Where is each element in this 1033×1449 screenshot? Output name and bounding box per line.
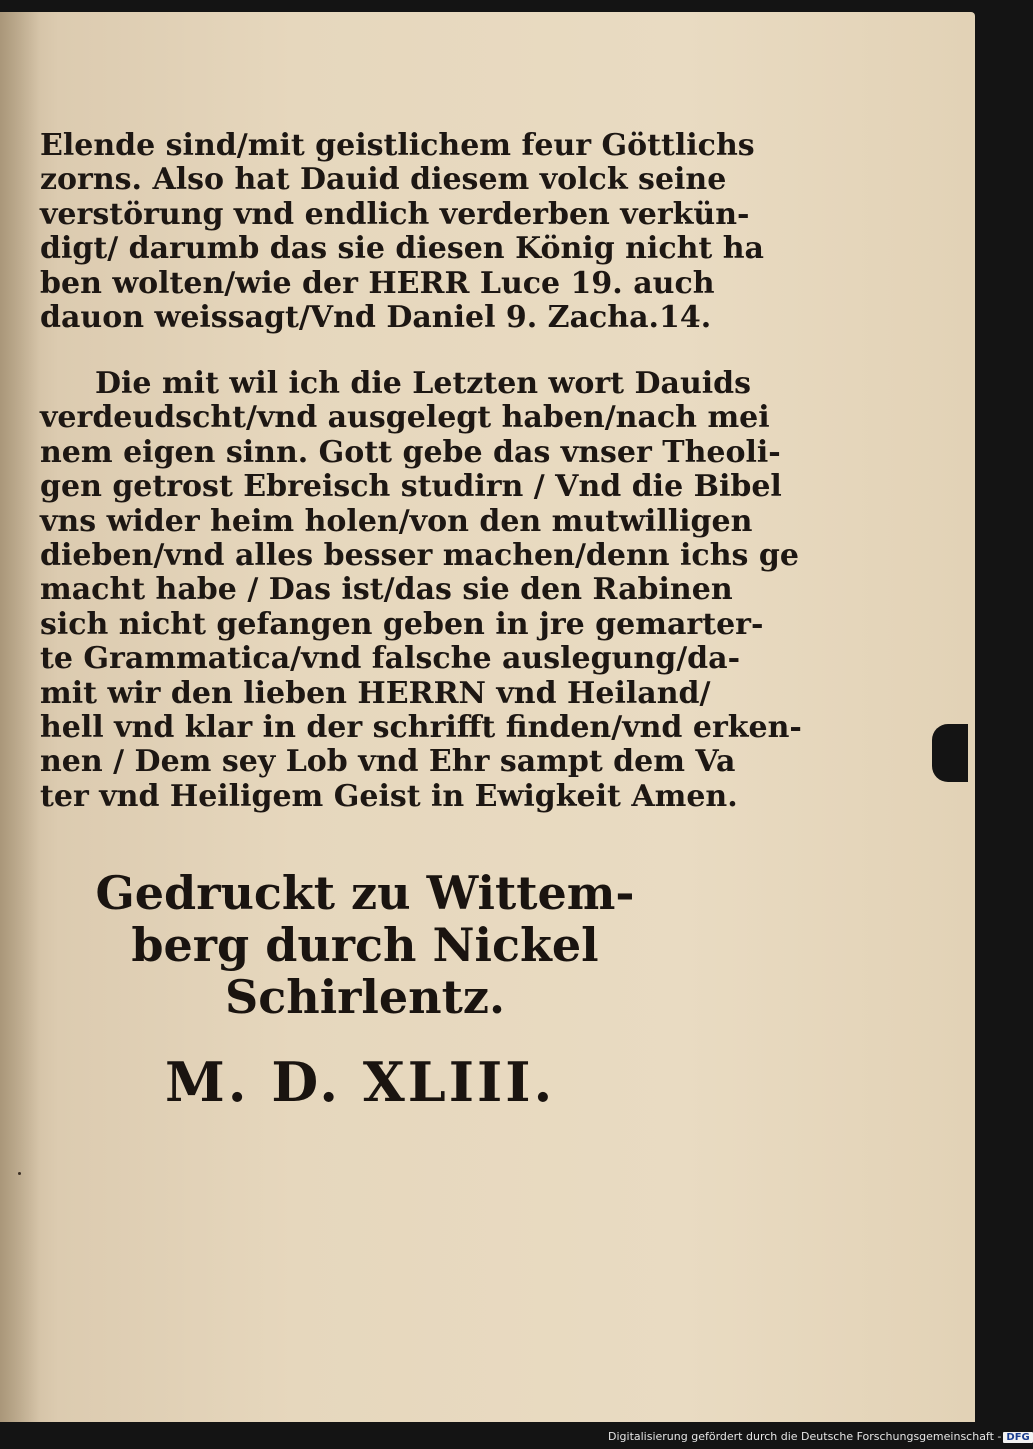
text-line: sich nicht gefangen geben in jre gemarter- [40,606,764,642]
text-line: ben wolten/wie der HERR Luce 19. auch [40,265,715,301]
colophon-line: Gedruckt zu Wittem- [95,866,635,920]
text-line: verdeudscht/vnd ausgelegt haben/nach mei [40,400,770,436]
text-line: hell vnd klar in der schrifft finden/vnd erken- [40,710,802,746]
text-line: zorns. Also hat Dauid diesem volck seine [40,162,727,198]
text-line: gen getrost Ebreisch studirn / Vnd die Bibel [40,469,782,505]
text-line: Elende sind/mit geistlichem feur Göttlichs [40,128,755,163]
paragraph-1 [40,129,764,335]
book-page [0,12,975,1422]
text-line: nen / Dem sey Lob vnd Ehr sampt dem Va [40,744,736,780]
text-line: dieben/vnd alles besser machen/denn ichs ge [40,538,799,574]
text-line: digt/ darumb das sie diesen König nicht ha [40,231,764,267]
page-edge-tab [932,724,968,782]
text-line: dauon weissagt/Vnd Daniel 9. Zacha.14. [40,300,712,336]
text-line: vns wider heim holen/von den mutwilligen [40,503,753,539]
text-line: Die mit wil ich die Letzten wort Dauids [95,366,752,401]
paragraph-2 [40,367,802,814]
text-line: verstörung vnd endlich verderben verkün- [40,196,750,232]
text-line: ter vnd Heiligem Geist in Ewigkeit Amen. [40,778,738,814]
text-line: nem eigen sinn. Gott gebe das vnser Theoli- [40,434,781,470]
text-line: mit wir den lieben HERRN vnd Heiland/ [40,675,711,711]
text-line: te Grammatica/vnd falsche auslegung/da- [40,641,741,677]
credit-text: Digitalisierung gefördert durch die Deutsche Forschungsgemeinschaft - [608,1430,1002,1443]
colophon-line: berg durch Nickel [131,918,599,972]
colophon [95,867,635,1023]
dfg-logo-icon: DFG [1003,1432,1032,1443]
colophon-line: Schirlentz. [225,970,505,1024]
text-line: macht habe / Das ist/das sie den Rabinen [40,572,733,608]
print-year: M. D. XLIII. [165,1050,556,1114]
ink-speck [18,1172,21,1175]
digitization-credit [608,1430,1033,1443]
